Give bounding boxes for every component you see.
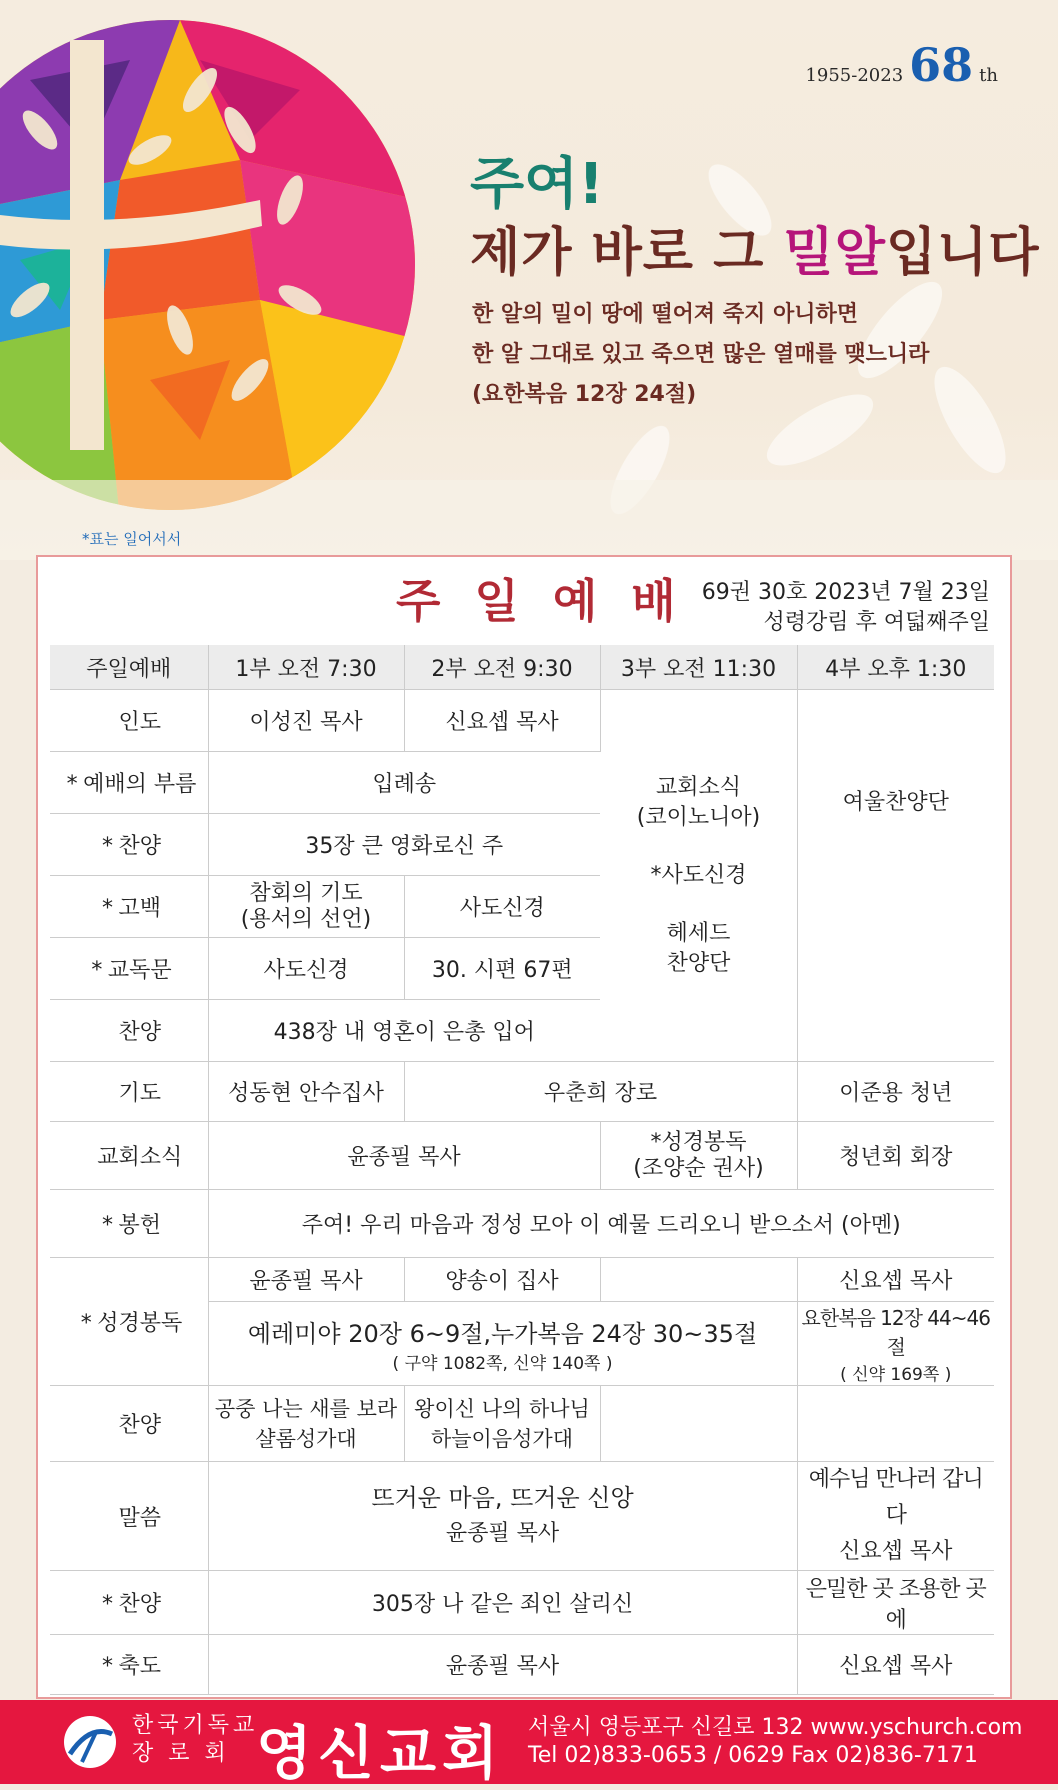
row-label: [50, 1258, 208, 1386]
third-a: 교회소식: [655, 774, 741, 800]
row-label: [50, 938, 208, 1000]
header-4th: 4부 오후 1:30: [797, 645, 994, 690]
sermon-preacher: 신요셉 목사: [839, 1539, 953, 1564]
cell: [600, 1386, 797, 1462]
scripture-text: 예레미야 20장 6~9절,누가복음 24장 30~35절: [247, 1319, 758, 1348]
denomination: [132, 1712, 258, 1768]
cell: [208, 1386, 404, 1462]
denomination-line-1: 한국기독교: [132, 1713, 259, 1738]
header-service: 주일예배: [50, 645, 208, 690]
cell: [600, 1122, 797, 1190]
cell: [797, 1462, 994, 1571]
cell: 양송이 집사: [404, 1258, 600, 1302]
row-label: [50, 814, 208, 876]
hero-title-2-highlight: 밀알: [783, 223, 886, 283]
cell: 우춘희 장로: [404, 1062, 797, 1122]
hero-title-1: 주여!: [470, 152, 604, 217]
cell: 입례송: [208, 752, 600, 814]
table-header-row: [50, 645, 994, 690]
standing-mark: *: [101, 896, 113, 921]
header-1st: 1부 오전 7:30: [208, 645, 404, 690]
anniversary-mark: [805, 38, 998, 92]
row-label: [50, 690, 208, 752]
row-label: [50, 876, 208, 938]
cell: 305장 나 같은 죄인 살리신: [208, 1571, 797, 1635]
cell: 35장 큰 영화로신 주: [208, 814, 600, 876]
church-name: 영신교회: [256, 1719, 505, 1787]
standing-mark: *: [101, 1592, 113, 1617]
label-text: 성경봉독: [97, 1311, 183, 1336]
standing-mark: *: [80, 1311, 92, 1336]
label-text: 고백: [118, 896, 161, 921]
row-label: [50, 1571, 208, 1635]
cell-line: (용서의 선언): [240, 906, 372, 932]
standing-mark: *: [101, 1654, 113, 1679]
contact-info: [528, 1714, 1022, 1770]
denomination-line-2: 장 로 회: [132, 1741, 230, 1766]
cell: 주여! 우리 마음과 정성 모아 이 예물 드리오니 받으소서 (아멘): [208, 1190, 994, 1258]
cell: 사도신경: [208, 938, 404, 1000]
cell: 청년회 회장: [797, 1122, 994, 1190]
table-row: [50, 690, 994, 752]
label-text: 찬양: [118, 1020, 161, 1045]
scripture-page: ( 구약 1082쪽, 신약 140쪽 ): [392, 1353, 613, 1374]
standing-mark: *: [101, 1213, 113, 1238]
cell: [404, 1386, 600, 1462]
cell-line: (조양순 권사): [633, 1155, 764, 1181]
verse-line-2: 한 알 그대로 있고 죽으면 많은 열매를 맺느니라: [472, 342, 930, 367]
table-row: [50, 1462, 994, 1571]
cell: 신요셉 목사: [404, 690, 600, 752]
cell: [600, 1258, 797, 1302]
anniversary-number: 68: [909, 38, 974, 92]
cell: [797, 1302, 994, 1386]
label-text: 예배의 부름: [83, 772, 197, 797]
cell-line: 샬롬성가대: [255, 1426, 357, 1451]
cell: 은밀한 곳 조용한 곳에: [797, 1571, 994, 1635]
worship-table: [50, 645, 994, 1695]
issue-number-date: 69권 30호 2023년 7월 23일: [701, 580, 990, 605]
issue-info: [702, 578, 990, 638]
cell-line: 공중 나는 새를 보라: [214, 1396, 398, 1421]
cell: [208, 1462, 797, 1571]
cell: 성동현 안수집사: [208, 1062, 404, 1122]
table-row: [50, 1258, 994, 1302]
cell-line: *성경봉독: [650, 1129, 747, 1155]
fourth-text: 여울찬양단: [842, 790, 949, 815]
address-line: 서울시 영등포구 신길로 132 www.yschurch.com: [528, 1715, 1023, 1740]
header-3rd: 3부 오전 11:30: [600, 645, 797, 690]
cell: 신요셉 목사: [797, 1635, 994, 1695]
cell: 30. 시편 67편: [404, 938, 600, 1000]
scripture-text: 요한복음 12장 44~46절: [801, 1306, 990, 1359]
table-row: [50, 1122, 994, 1190]
row-label: [50, 1190, 208, 1258]
fourth-service-block: [797, 690, 994, 1062]
hero-verse: [472, 295, 929, 415]
cell: [208, 876, 404, 938]
table-row: [50, 1062, 994, 1122]
liturgical-season: 성령강림 후 여덟째주일: [763, 610, 990, 635]
third-b: (코이노니아): [636, 804, 761, 830]
label-text: 교독문: [107, 958, 172, 983]
row-label: [50, 1386, 208, 1462]
anniversary-years: 1955-2023: [805, 65, 904, 86]
row-label: [50, 1462, 208, 1571]
table-row: [50, 1386, 994, 1462]
label-text: 찬양: [118, 1592, 161, 1617]
phone-line: Tel 02)833-0653 / 0629 Fax 02)836-7171: [528, 1743, 978, 1768]
standing-mark: *: [101, 834, 113, 859]
cell: 이준용 청년: [797, 1062, 994, 1122]
row-label: [50, 1635, 208, 1695]
hero-banner: [0, 0, 1058, 560]
anniversary-suffix: th: [979, 65, 998, 86]
label-text: 인도: [118, 710, 161, 735]
cell: 438장 내 영혼이 은총 입어: [208, 1000, 600, 1062]
cell: 윤종필 목사: [208, 1635, 797, 1695]
label-text: 기도: [118, 1081, 161, 1106]
label-text: 축도: [118, 1654, 161, 1679]
header-2nd: 2부 오전 9:30: [404, 645, 600, 690]
table-row: [50, 1571, 994, 1635]
row-label: [50, 752, 208, 814]
table-row: [50, 1190, 994, 1258]
row-label: [50, 1062, 208, 1122]
cell-line: 왕이신 나의 하나님: [414, 1396, 590, 1421]
cell: [797, 1386, 994, 1462]
cell: 이성진 목사: [208, 690, 404, 752]
cell-line: 하늘이음성가대: [430, 1426, 573, 1451]
scripture-page: ( 신약 169쪽 ): [840, 1365, 952, 1385]
label-text: 교회소식: [97, 1145, 183, 1170]
standing-mark: *: [91, 958, 103, 983]
third-c: *사도신경: [650, 862, 747, 888]
table-row: [50, 1635, 994, 1695]
third-d: 헤세드: [666, 920, 731, 946]
label-text: 말씀: [118, 1505, 161, 1531]
row-label: [50, 1122, 208, 1190]
hero-title-2-pre: 제가 바로 그: [470, 223, 784, 283]
label-text: 찬양: [118, 1413, 161, 1438]
standing-mark: *: [66, 772, 78, 797]
verse-reference: (요한복음 12장 24절): [472, 382, 697, 407]
cell: 윤종필 목사: [208, 1122, 600, 1190]
cell: 신요셉 목사: [797, 1258, 994, 1302]
label-text: 봉헌: [118, 1213, 161, 1238]
sermon-title: 예수님 만나러 갑니다: [808, 1467, 983, 1528]
cell-line: 참회의 기도: [249, 880, 363, 906]
cell: [208, 1302, 797, 1386]
cell: 사도신경: [404, 876, 600, 938]
verse-line-1: 한 알의 밀이 땅에 떨어져 죽지 아니하면: [472, 302, 858, 327]
third-e: 찬양단: [666, 950, 731, 976]
sermon-preacher: 윤종필 목사: [445, 1521, 560, 1546]
hero-title-2: [470, 210, 1040, 285]
hero-title-2-post: 입니다: [885, 223, 1040, 283]
church-logo-icon: [62, 1714, 118, 1770]
bulletin-title: 주일예배: [396, 574, 710, 628]
sermon-title: 뜨거운 마음, 뜨거운 신앙: [371, 1484, 634, 1512]
footer-bar: [0, 1700, 1058, 1787]
third-service-block: [600, 690, 797, 1062]
row-label: [50, 1000, 208, 1062]
standing-note: *표는 일어서서: [82, 530, 182, 548]
cell: 윤종필 목사: [208, 1258, 404, 1302]
label-text: 찬양: [118, 834, 161, 859]
